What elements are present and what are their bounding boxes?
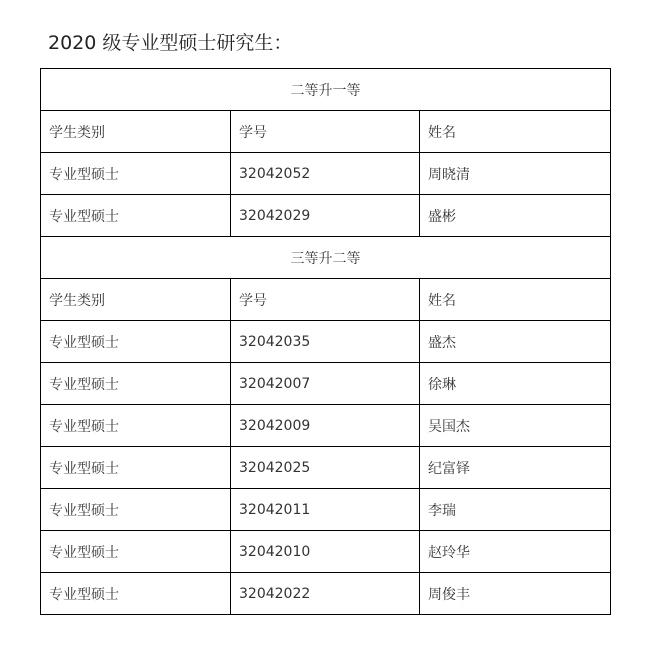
student-id-cell: 32042052 — [231, 153, 420, 195]
table-row — [41, 153, 611, 195]
name-cell: 盛杰 — [420, 321, 611, 363]
table-row — [41, 531, 611, 573]
student-id-cell: 32042025 — [231, 447, 420, 489]
name-cell: 纪富铎 — [420, 447, 611, 489]
name-cell: 赵玲华 — [420, 531, 611, 573]
column-header-student-id: 学号 — [231, 279, 420, 321]
page-title: 2020 级专业型硕士研究生： — [48, 32, 293, 54]
category-cell: 专业型硕士 — [41, 531, 231, 573]
table-row — [41, 489, 611, 531]
table-row — [41, 447, 611, 489]
table-header-row — [41, 279, 611, 321]
table-row — [41, 195, 611, 237]
table-row — [41, 363, 611, 405]
column-header-name: 姓名 — [420, 111, 611, 153]
table-row — [41, 405, 611, 447]
promotion-table — [40, 68, 611, 615]
table-row — [41, 573, 611, 615]
category-cell: 专业型硕士 — [41, 405, 231, 447]
name-cell: 吴国杰 — [420, 405, 611, 447]
column-header-name: 姓名 — [420, 279, 611, 321]
section-heading: 二等升一等 — [41, 69, 611, 111]
name-cell: 李瑞 — [420, 489, 611, 531]
section-heading-row — [41, 69, 611, 111]
name-cell: 徐琳 — [420, 363, 611, 405]
category-cell: 专业型硕士 — [41, 195, 231, 237]
column-header-category: 学生类别 — [41, 111, 231, 153]
column-header-category: 学生类别 — [41, 279, 231, 321]
category-cell: 专业型硕士 — [41, 447, 231, 489]
section-heading-row — [41, 237, 611, 279]
student-id-cell: 32042029 — [231, 195, 420, 237]
category-cell: 专业型硕士 — [41, 321, 231, 363]
name-cell: 周俊丰 — [420, 573, 611, 615]
student-id-cell: 32042010 — [231, 531, 420, 573]
name-cell: 周晓清 — [420, 153, 611, 195]
category-cell: 专业型硕士 — [41, 573, 231, 615]
category-cell: 专业型硕士 — [41, 489, 231, 531]
category-cell: 专业型硕士 — [41, 363, 231, 405]
student-id-cell: 32042011 — [231, 489, 420, 531]
category-cell: 专业型硕士 — [41, 153, 231, 195]
student-id-cell: 32042007 — [231, 363, 420, 405]
column-header-student-id: 学号 — [231, 111, 420, 153]
student-id-cell: 32042035 — [231, 321, 420, 363]
name-cell: 盛彬 — [420, 195, 611, 237]
table-row — [41, 321, 611, 363]
student-id-cell: 32042022 — [231, 573, 420, 615]
table-header-row — [41, 111, 611, 153]
student-id-cell: 32042009 — [231, 405, 420, 447]
section-heading: 三等升二等 — [41, 237, 611, 279]
